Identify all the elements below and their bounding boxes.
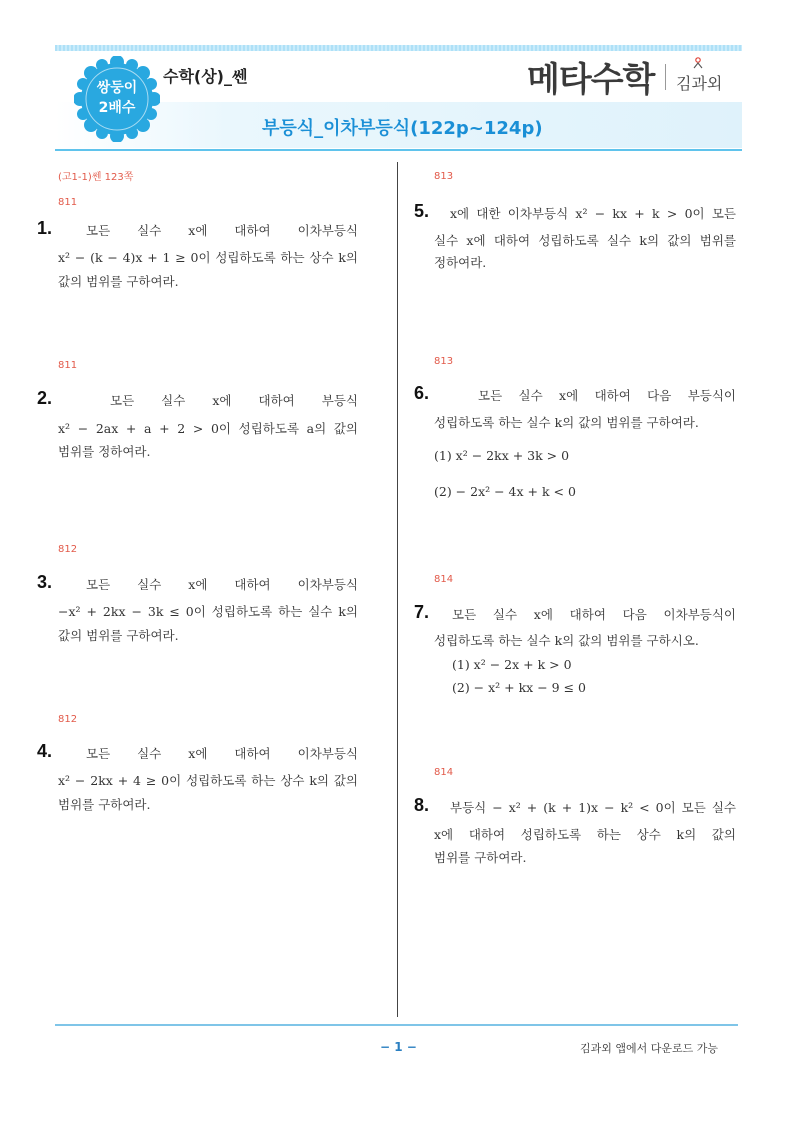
person-icon: [692, 57, 704, 69]
page-number: − 1 −: [380, 1040, 417, 1054]
footer-note: 김과외 앱에서 다운로드 가능: [580, 1042, 719, 1055]
problem-text-line: 실수 x에 대하여 성립하도록 실수 k의 값의 범위를: [434, 233, 736, 248]
problem-text-line: 모든 실수 x에 대하여 다음 부등식이: [478, 388, 736, 403]
problem-text-line: 값의 범위를 구하여라.: [58, 274, 179, 289]
problem-text-line: 범위를 구하여라.: [58, 797, 151, 812]
problem-text-line: 값의 범위를 구하여라.: [58, 628, 179, 643]
problem-text-line: 정하여라.: [434, 255, 487, 270]
header-underline: [55, 149, 742, 151]
problem-number: 1.: [37, 218, 53, 238]
partner-logo: 김과외: [676, 74, 723, 93]
badge-text: [74, 78, 160, 118]
logo-separator: [665, 64, 666, 90]
page-title: 부등식_이차부등식(122p~124p): [262, 118, 543, 139]
subproblem-1: (1) x² − 2x + k > 0: [452, 657, 572, 672]
problem-number: 8.: [414, 795, 430, 815]
problem-text-line: −x² + 2kx − 3k ≤ 0이 성립하도록 하는 실수 k의: [58, 604, 358, 619]
problem-text-line: 성립하도록 하는 실수 k의 값의 범위를 구하여라.: [434, 415, 699, 430]
problem-text-line: 모든 실수 x에 대하여 이차부등식: [86, 223, 358, 238]
problem-text-line: 성립하도록 하는 실수 k의 값의 범위를 구하시오.: [434, 633, 699, 648]
problem-text-line: 범위를 구하여라.: [434, 850, 527, 865]
subproblem-2: (2) − x² + kx − 9 ≤ 0: [452, 680, 586, 695]
problem-text-line: 부등식 − x² + (k + 1)x − k² < 0이 모든 실수: [450, 800, 736, 815]
problem-code: 813: [434, 171, 454, 182]
problem-number: 5.: [414, 201, 430, 221]
subproblem-2: (2) − 2x² − 4x + k < 0: [434, 484, 576, 499]
source-note: (고1-1)쎈 123쪽: [58, 172, 134, 183]
column-divider: [397, 162, 398, 1017]
problem-number: 6.: [414, 383, 430, 403]
problem-code: 812: [58, 544, 78, 555]
problem-text-line: 모든 실수 x에 대하여 다음 이차부등식이: [452, 607, 736, 622]
problem-number: 7.: [414, 602, 430, 622]
problem-code: 812: [58, 714, 78, 725]
problem-code: 813: [434, 356, 454, 367]
problem-text-line: 모든 실수 x에 대하여 부등식: [110, 393, 358, 408]
subproblem-1: (1) x² − 2kx + 3k > 0: [434, 448, 570, 463]
problem-number: 2.: [37, 388, 53, 408]
subject-label: 수학(상)_쎈: [163, 67, 248, 86]
problem-text-line: x에 대하여 성립하도록 하는 상수 k의 값의: [434, 827, 736, 842]
problem-text-line: 모든 실수 x에 대하여 이차부등식: [86, 577, 358, 592]
brand-logo-text: 메타수학: [527, 60, 655, 100]
problem-code: 811: [58, 360, 78, 371]
problem-code: 814: [434, 767, 454, 778]
problem-number: 4.: [37, 741, 53, 761]
problem-text-line: x에 대한 이차부등식 x² − kx + k > 0이 모든: [450, 206, 736, 221]
problem-text-line: x² − (k − 4)x + 1 ≥ 0이 성립하도록 하는 상수 k의: [58, 250, 358, 265]
problem-text-line: 모든 실수 x에 대하여 이차부등식: [86, 746, 358, 761]
problem-text-line: x² − 2ax + a + 2 > 0이 성립하도록 a의 값의: [58, 421, 358, 436]
badge-line-1: 쌍둥이: [96, 80, 138, 96]
problem-text-line: 범위를 정하여라.: [58, 444, 151, 459]
problem-code: 814: [434, 574, 454, 585]
badge-line-2: 2배수: [98, 100, 136, 116]
top-decorative-stripe: [55, 45, 742, 51]
footer-line: [55, 1024, 738, 1026]
brand-logo: [527, 52, 654, 101]
problem-text-line: x² − 2kx + 4 ≥ 0이 성립하도록 하는 상수 k의 값의: [58, 773, 358, 788]
problem-number: 3.: [37, 572, 53, 592]
problem-code: 811: [58, 197, 78, 208]
